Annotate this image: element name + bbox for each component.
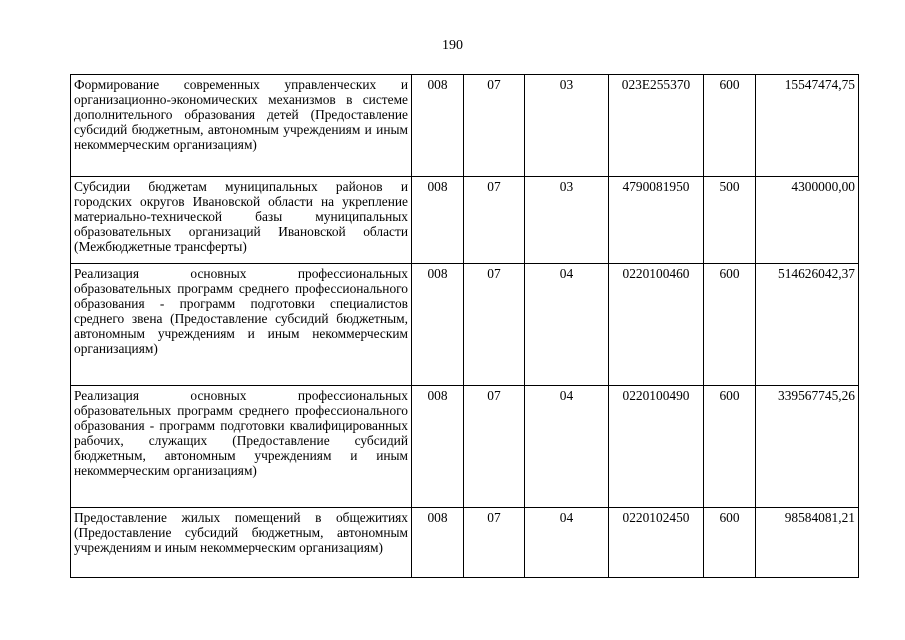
table-row bbox=[71, 386, 859, 508]
amount: 514626042,37 bbox=[756, 264, 859, 386]
expense-type-code: 600 bbox=[704, 508, 756, 578]
section-code: 07 bbox=[464, 264, 525, 386]
section-code: 07 bbox=[464, 177, 525, 264]
table-row bbox=[71, 75, 859, 177]
subsection-code: 04 bbox=[525, 264, 609, 386]
subsection-code: 04 bbox=[525, 386, 609, 508]
ministry-code: 008 bbox=[412, 386, 464, 508]
section-code: 07 bbox=[464, 75, 525, 177]
subsection-code: 03 bbox=[525, 177, 609, 264]
subsection-code: 04 bbox=[525, 508, 609, 578]
ministry-code: 008 bbox=[412, 75, 464, 177]
expense-type-code: 500 bbox=[704, 177, 756, 264]
amount: 4300000,00 bbox=[756, 177, 859, 264]
row-description: Предоставление жилых помещений в общежитиях (Предоставление субсидий бюджетным, автономным учреждениям и иным некоммерческим организациям) bbox=[71, 508, 412, 578]
row-description: Реализация основных профессиональных образовательных программ среднего профессионального образования - программ подготовки специалистов среднего звена (Предоставление субсидий бюджетным, автономным учреждениям и иным некоммерческим организациям) bbox=[71, 264, 412, 386]
page-number: 190 bbox=[442, 38, 463, 53]
row-description: Субсидии бюджетам муниципальных районов и городских округов Ивановской области на укрепление материально-технической базы муниципальных образовательных организаций Ивановской области (Межбюджетные трансферты) bbox=[71, 177, 412, 264]
expense-type-code: 600 bbox=[704, 75, 756, 177]
ministry-code: 008 bbox=[412, 177, 464, 264]
table-row bbox=[71, 264, 859, 386]
amount: 98584081,21 bbox=[756, 508, 859, 578]
target-item-code: 0220102450 bbox=[609, 508, 704, 578]
target-item-code: 0220100460 bbox=[609, 264, 704, 386]
target-item-code: 4790081950 bbox=[609, 177, 704, 264]
row-description: Реализация основных профессиональных образовательных программ среднего профессионального образования - программ подготовки квалифицированных рабочих, служащих (Предоставление субсидий бюджетным, автономным учреждениям и иным некоммерческим организациям) bbox=[71, 386, 412, 508]
target-item-code: 023E255370 bbox=[609, 75, 704, 177]
row-description: Формирование современных управленческих и организационно-экономических механизмов в системе дополнительного образования детей (Предоставление субсидий бюджетным, автономным учреждениям и иным некоммерческим организациям) bbox=[71, 75, 412, 177]
table-row bbox=[71, 508, 859, 578]
target-item-code: 0220100490 bbox=[609, 386, 704, 508]
ministry-code: 008 bbox=[412, 264, 464, 386]
expense-type-code: 600 bbox=[704, 264, 756, 386]
section-code: 07 bbox=[464, 386, 525, 508]
budget-table bbox=[70, 74, 859, 578]
table-row bbox=[71, 177, 859, 264]
expense-type-code: 600 bbox=[704, 386, 756, 508]
subsection-code: 03 bbox=[525, 75, 609, 177]
ministry-code: 008 bbox=[412, 508, 464, 578]
amount: 15547474,75 bbox=[756, 75, 859, 177]
section-code: 07 bbox=[464, 508, 525, 578]
amount: 339567745,26 bbox=[756, 386, 859, 508]
